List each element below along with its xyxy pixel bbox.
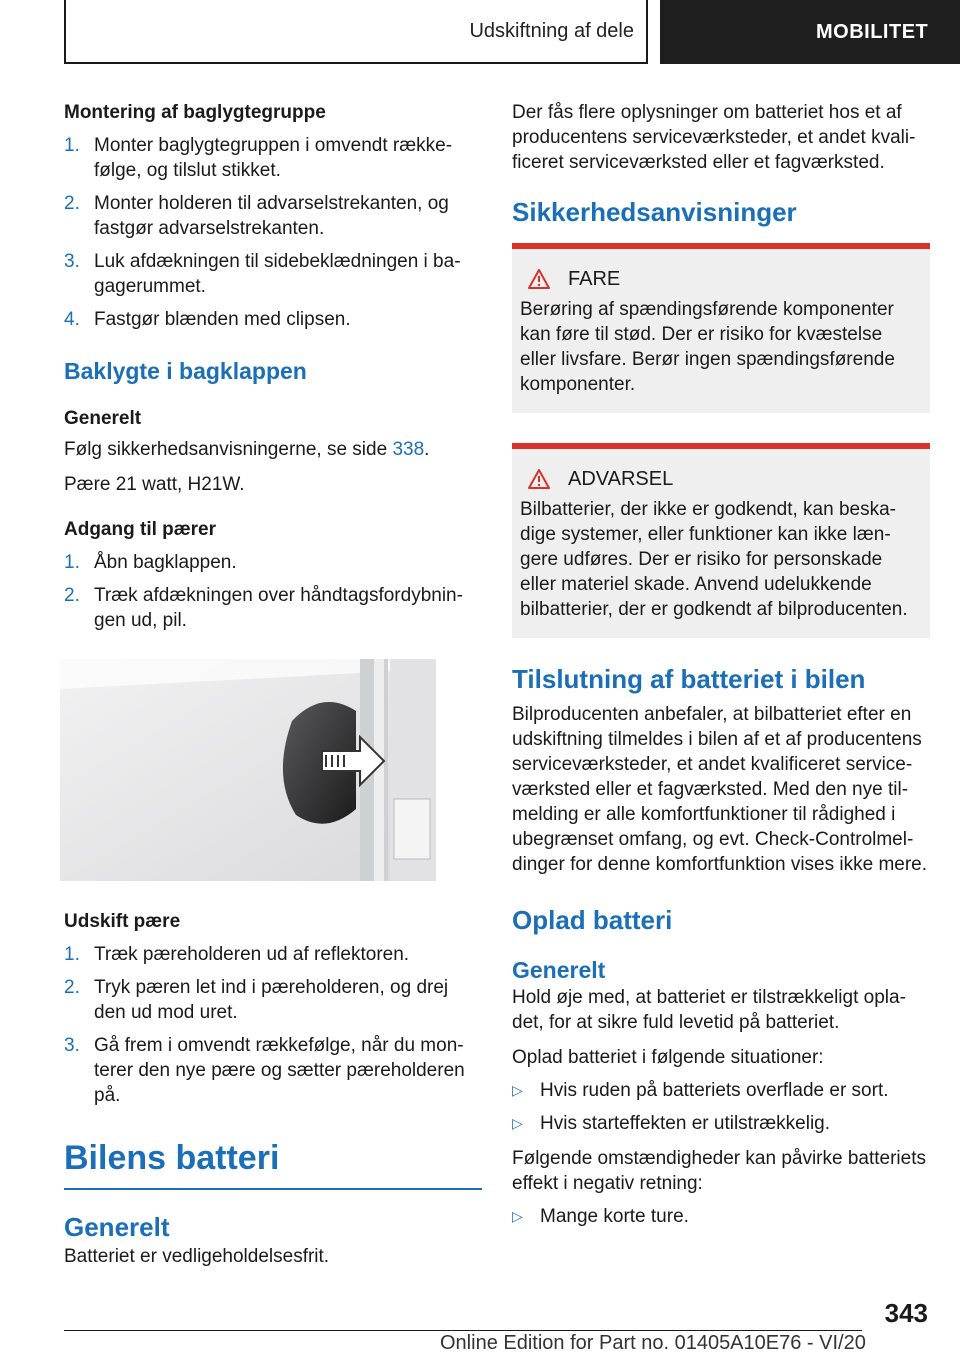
step-text: Luk afdækningen til sidebeklædningen i bagagerummet. [94,251,461,297]
bullet-icon: ▷ [512,1115,523,1131]
factors-bullets [512,1204,930,1229]
step-number: 4. [64,309,80,330]
charge-when-text: Oplad batteriet i følgende situationer: [512,1047,824,1068]
bullet-text: Mange korte ture. [540,1206,689,1227]
section-header [64,0,648,64]
list-item [64,133,482,183]
list-item [64,975,482,1025]
step-number: 2. [64,193,80,214]
step-number: 2. [64,585,80,606]
step-number: 3. [64,1035,80,1056]
footer-divider [64,1330,862,1331]
general-text [64,437,482,462]
replace-steps [64,942,482,1108]
list-item [64,942,482,967]
section-title: Udskiftning af dele [469,19,634,42]
left-column [64,100,482,1269]
danger-label: FARE [568,268,621,290]
step-text: Monter holderen til advarselstrekanten, og fastgør advarselstrekanten. [94,193,449,239]
list-item [64,191,482,241]
bullet-icon: ▷ [512,1208,523,1224]
charge-general-title: Generelt [512,957,606,983]
step-text: Fastgør blænden med clipsen. [94,309,351,330]
battery-title: Bilens batteri [64,1139,280,1177]
list-item [512,1078,930,1103]
page-number: 343 [884,1298,928,1328]
right-column [512,100,930,1229]
bulb-spec: Pære 21 watt, H21W. [64,474,245,495]
edition-footer: Online Edition for Part no. 01405A10E76 - VI/20 [440,1332,866,1354]
step-text: Tryk pæren let ind i pæreholderen, og drej den ud mod uret. [94,977,449,1023]
bullet-text: Hvis ruden på batteriets overflade er sort. [540,1080,889,1101]
rear-light-title: Baklygte i bagklappen [64,358,307,384]
charge-general-text: Hold øje med, at batteriet er tilstrækkeligt opladet, for at sikre fuld levetid på batteriet. [512,987,906,1033]
charge-bullets [512,1078,930,1136]
tailgate-photo [60,659,436,881]
list-item [64,550,482,575]
tailgate-cover-illustration [60,659,436,881]
battery-intro: Der fås flere oplysninger om batteriet hos et af producentens serviceværksteder, et andet kvalificeret serviceværksted eller et fagværksted. [512,102,916,173]
chapter-title: MOBILITET [816,20,929,43]
battery-general-title: Generelt [64,1212,170,1242]
warning-triangle-icon [528,269,550,289]
battery-general-text: Batteriet er vedligeholdelsesfrit. [64,1246,330,1267]
access-title: Adgang til pærer [64,519,217,540]
connect-text: Bilproducenten anbefaler, at bilbatteriet efter en udskiftning tilmeldes i bilen af et af producentens serviceværksteder, et andet kvalificeret serviceværksted eller et fagværksted. Med den nye tilmelding er alle komfortfunktioner til rådighed i ubegrænset omfang, og evt. Check-Controlmeldinger for denne komfortfunktion vises ikke mere. [512,704,928,875]
replace-title: Udskift pære [64,911,181,932]
bullet-icon: ▷ [512,1082,523,1098]
step-number: 1. [64,552,80,573]
safety-title: Sikkerhedsanvisninger [512,197,797,227]
step-number: 2. [64,977,80,998]
step-text: Åbn bagklappen. [94,552,237,573]
list-item [64,583,482,633]
connect-title: Tilslutning af batteriet i bilen [512,664,866,694]
list-item [64,1033,482,1108]
step-number: 3. [64,251,80,272]
list-item [512,1204,930,1229]
list-item [64,249,482,299]
step-text: Træk pæreholderen ud af reflektoren. [94,944,410,965]
warning-triangle-icon [528,469,550,489]
list-item [512,1111,930,1136]
step-text: Gå frem i omvendt rækkefølge, når du monterer den nye pære og sætter pæreholderen på. [94,1035,465,1106]
warning-text: Bilbatterier, der ikke er godkendt, kan beskadige systemer, eller funktioner kan ikke længere udføres. Der er risiko for personskade eller materiel skade. Anvend udelukkende bilbatterier, der er godkendt af bilproducenten. [520,499,908,620]
general-text-end: . [424,439,430,460]
page-reference-link[interactable]: 338 [392,439,425,460]
mount-title: Montering af baglygtegruppe [64,102,326,123]
warning-heading [528,467,922,491]
warning-box [512,443,930,638]
step-number: 1. [64,135,80,156]
section-divider [64,1188,482,1190]
step-text: Træk afdækningen over håndtagsfordybningen ud, pil. [94,585,463,631]
access-steps [64,550,482,633]
step-text: Monter baglygtegruppen i omvendt rækkefølge, og tilslut stikket. [94,135,453,181]
general-title: Generelt [64,408,142,429]
danger-heading [528,267,922,291]
chapter-header [660,0,960,64]
danger-text: Berøring af spændingsførende komponenter kan føre til stød. Der er risiko for kvæstelse eller livsfare. Berør ingen spændingsførende komponenter. [520,299,895,395]
mount-steps [64,133,482,332]
list-item [64,307,482,332]
factors-text: Følgende omstændigheder kan påvirke batteriets effekt i negativ retning: [512,1148,927,1194]
charge-title: Oplad batteri [512,905,673,935]
general-text-start: Følg sikkerhedsanvisningerne, se side [64,439,393,460]
bullet-text: Hvis starteffekten er utilstrækkelig. [540,1113,831,1134]
warning-label: ADVARSEL [568,468,674,490]
danger-box [512,243,930,413]
step-number: 1. [64,944,80,965]
